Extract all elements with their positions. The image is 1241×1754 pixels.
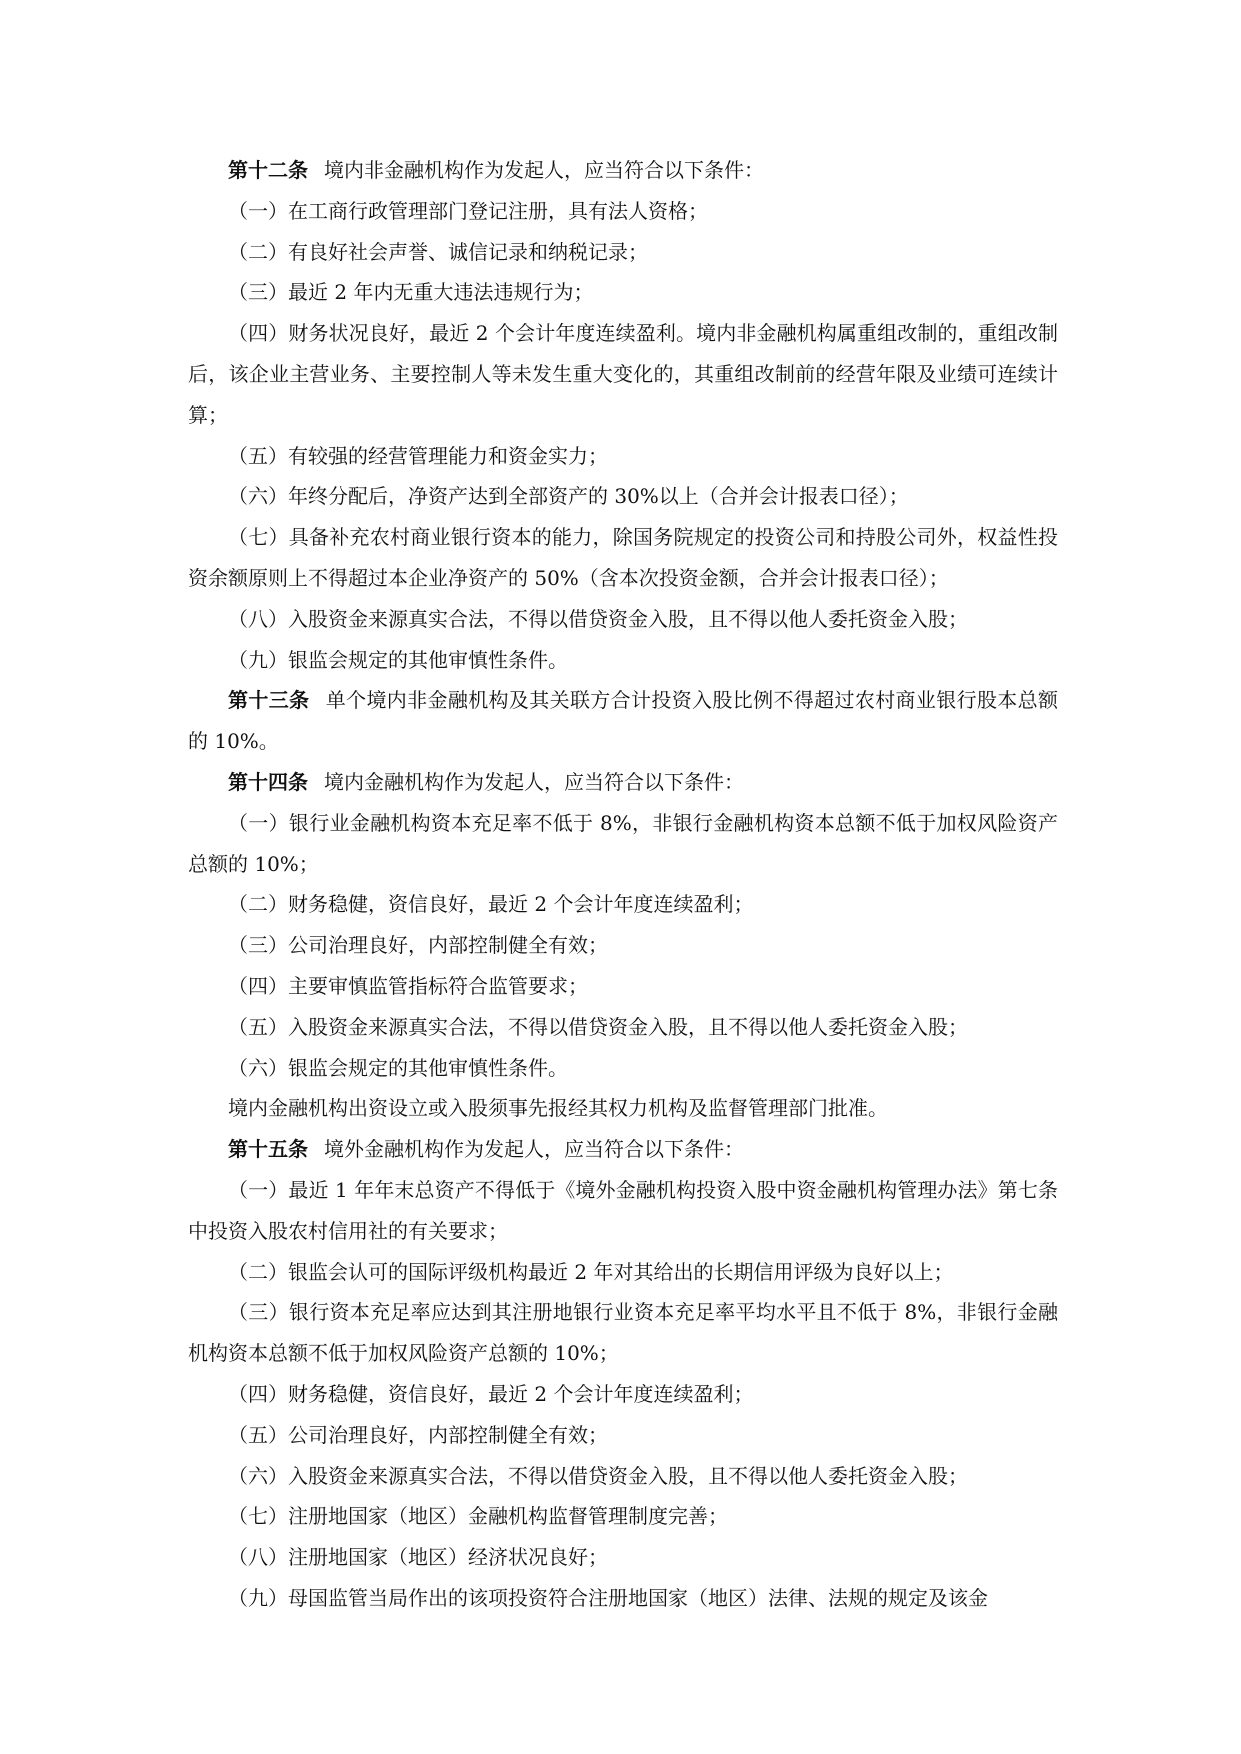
paragraph-text: （二）银监会认可的国际评级机构最近 2 年对其给出的长期信用评级为良好以上； — [228, 1259, 954, 1284]
paragraph-text: （六）年终分配后，净资产达到全部资产的 30%以上（合并会计报表口径）； — [228, 484, 909, 509]
paragraph-text: （三）公司治理良好，内部控制健全有效； — [228, 933, 608, 958]
paragraph-text: 单个境内非金融机构及其关联方合计投资入股比例不得超过农村商业银行股本总额的 10%。 — [188, 688, 1059, 754]
clause-paragraph — [188, 925, 1058, 966]
paragraph-text: （五）公司治理良好，内部控制健全有效； — [228, 1422, 608, 1447]
clause-paragraph — [188, 1048, 1058, 1089]
paragraph-text: 境外金融机构作为发起人，应当符合以下条件： — [324, 1137, 744, 1162]
clause-paragraph — [188, 476, 1058, 517]
paragraph-text: （七）具备补充农村商业银行资本的能力，除国务院规定的投资公司和持股公司外，权益性投资余额原则上不得超过本企业净资产的 50%（含本次投资金额，合并会计报表口径）； — [188, 525, 1058, 590]
clause-paragraph — [188, 191, 1058, 232]
paragraph-text: （三）银行资本充足率应达到其注册地银行业资本充足率平均水平且不低于 8%，非银行金融机构资本总额不低于加权风险资产总额的 10%； — [188, 1300, 1058, 1366]
paragraph-text: （一）在工商行政管理部门登记注册，具有法人资格； — [228, 198, 708, 223]
clause-paragraph — [188, 1088, 1058, 1129]
clause-paragraph — [188, 1537, 1058, 1578]
paragraph-text: （七）注册地国家（地区）金融机构监督管理制度完善； — [228, 1504, 728, 1529]
paragraph-text: （四）财务稳健，资信良好，最近 2 个会计年度连续盈利； — [228, 1381, 754, 1406]
article-paragraph — [188, 680, 1058, 762]
clause-paragraph — [188, 1007, 1058, 1048]
clause-paragraph — [188, 1252, 1058, 1293]
article-number: 第十三条 — [228, 688, 310, 713]
paragraph-text: （九）银监会规定的其他审慎性条件。 — [228, 647, 568, 672]
clause-paragraph — [188, 1456, 1058, 1497]
clause-paragraph — [188, 1374, 1058, 1415]
clause-paragraph — [188, 1415, 1058, 1456]
clause-paragraph — [188, 313, 1058, 435]
paragraph-text: （八）注册地国家（地区）经济状况良好； — [228, 1545, 608, 1570]
document-body — [188, 150, 1058, 1619]
paragraph-text: 境内金融机构作为发起人，应当符合以下条件： — [324, 769, 744, 794]
paragraph-text: （六）入股资金来源真实合法，不得以借贷资金入股，且不得以他人委托资金入股； — [228, 1463, 968, 1488]
clause-paragraph — [188, 436, 1058, 477]
clause-paragraph — [188, 232, 1058, 273]
paragraph-text: 境内金融机构出资设立或入股须事先报经其权力机构及监督管理部门批准。 — [228, 1096, 888, 1121]
clause-paragraph — [188, 517, 1058, 599]
paragraph-text: （五）入股资金来源真实合法，不得以借贷资金入股，且不得以他人委托资金入股； — [228, 1014, 968, 1039]
paragraph-text: （三）最近 2 年内无重大违法违规行为； — [228, 280, 594, 305]
article-paragraph — [188, 150, 1058, 191]
clause-paragraph — [188, 640, 1058, 681]
clause-paragraph — [188, 1170, 1058, 1252]
paragraph-text: （九）母国监管当局作出的该项投资符合注册地国家（地区）法律、法规的规定及该金 — [228, 1585, 988, 1610]
paragraph-text: （四）财务状况良好，最近 2 个会计年度连续盈利。境内非金融机构属重组改制的，重组改制后，该企业主营业务、主要控制人等未发生重大变化的，其重组改制前的经营年限及业绩可连续计算； — [188, 321, 1058, 427]
paragraph-text: （二）财务稳健，资信良好，最近 2 个会计年度连续盈利； — [228, 892, 754, 917]
article-number: 第十四条 — [228, 769, 308, 794]
paragraph-text: （五）有较强的经营管理能力和资金实力； — [228, 443, 608, 468]
paragraph-text: （二）有良好社会声誉、诚信记录和纳税记录； — [228, 239, 648, 264]
article-paragraph — [188, 762, 1058, 803]
clause-paragraph — [188, 1292, 1058, 1374]
clause-paragraph — [188, 884, 1058, 925]
paragraph-text: 境内非金融机构作为发起人，应当符合以下条件： — [324, 158, 764, 182]
clause-paragraph — [188, 599, 1058, 640]
article-paragraph — [188, 1129, 1058, 1170]
article-number: 第十五条 — [228, 1137, 308, 1162]
clause-paragraph — [188, 803, 1058, 885]
paragraph-text: （八）入股资金来源真实合法，不得以借贷资金入股，且不得以他人委托资金入股； — [228, 606, 968, 631]
clause-paragraph — [188, 966, 1058, 1007]
paragraph-text: （四）主要审慎监管指标符合监管要求； — [228, 973, 588, 998]
paragraph-text: （一）银行业金融机构资本充足率不低于 8%，非银行金融机构资本总额不低于加权风险资产总额的 10%； — [188, 810, 1058, 876]
clause-paragraph — [188, 272, 1058, 313]
clause-paragraph — [188, 1578, 1058, 1619]
article-number: 第十二条 — [228, 158, 308, 182]
paragraph-text: （一）最近 1 年年末总资产不得低于《境外金融机构投资入股中资金融机构管理办法》第七条中投资入股农村信用社的有关要求； — [188, 1177, 1058, 1243]
paragraph-text: （六）银监会规定的其他审慎性条件。 — [228, 1055, 568, 1080]
clause-paragraph — [188, 1496, 1058, 1537]
